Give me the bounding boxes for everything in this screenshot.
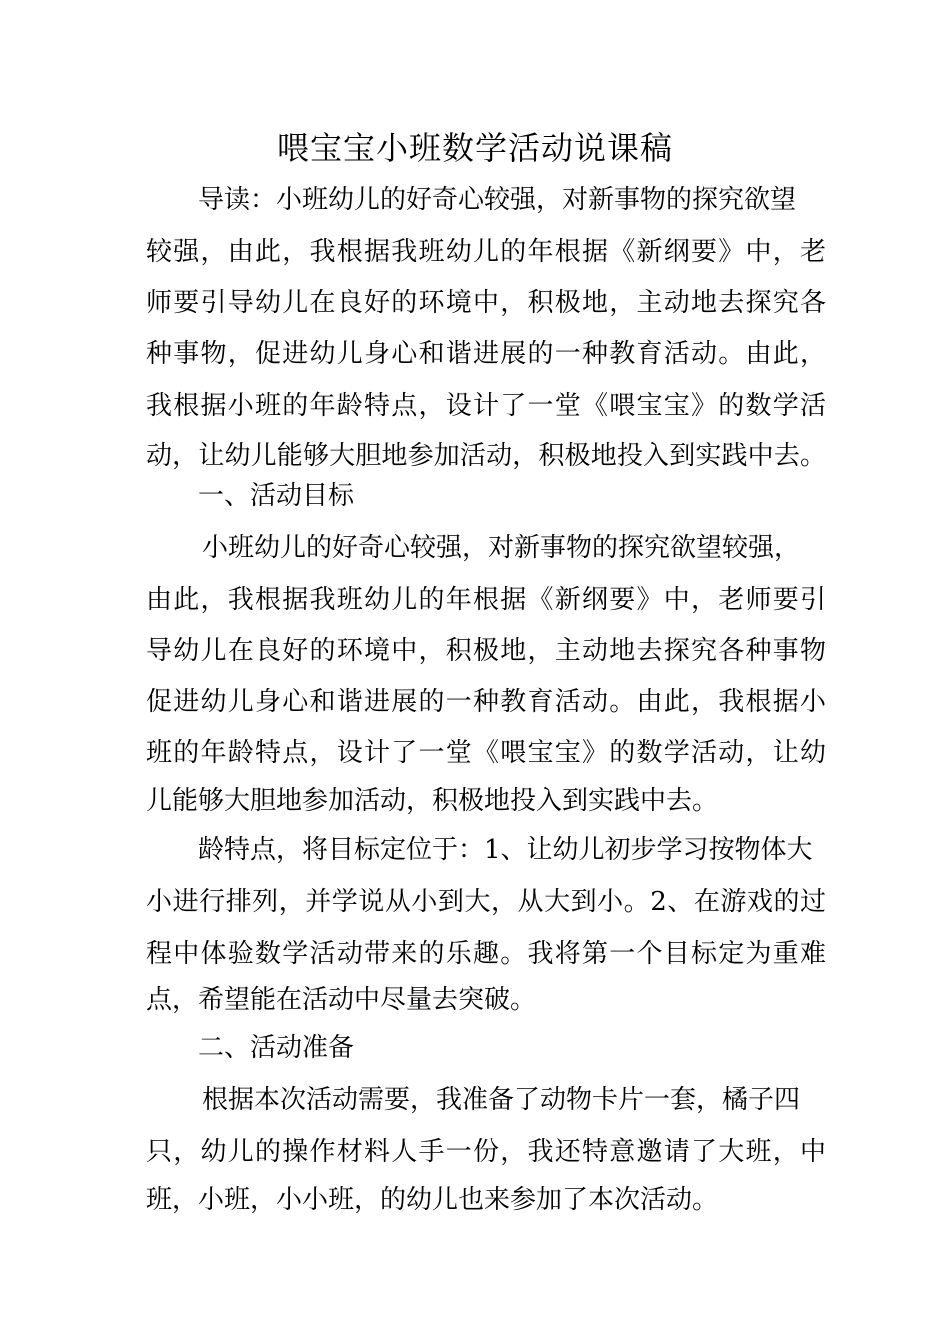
paragraph-line: 点，希望能在活动中尽量去突破。 — [146, 985, 537, 1015]
paragraph-line: 儿能够大胆地参加活动，积极地投入到实践中去。 — [146, 786, 719, 816]
paragraph-line: 程中体验数学活动带来的乐趣。我将第一个目标定为重难 — [146, 939, 826, 969]
paragraph-line: 动，让幼儿能够大胆地参加活动，积极地投入到实践中去。 — [146, 441, 826, 471]
document-title: 喂宝宝小班数学活动说课稿 — [276, 129, 673, 167]
paragraph-line: 导幼儿在良好的环境中，积极地，主动地去探究各种事物 — [146, 636, 826, 666]
paragraph-line: 我根据小班的年龄特点，设计了一堂《喂宝宝》的数学活 — [146, 391, 826, 421]
paragraph-line: 根据本次活动需要，我准备了动物卡片一套，橘子四 — [202, 1085, 801, 1115]
paragraph-line: 只，幼儿的操作材料人手一份，我还特意邀请了大班，中 — [146, 1137, 826, 1167]
paragraph-line: 小班幼儿的好奇心较强，对新事物的探究欲望较强， — [202, 533, 801, 563]
paragraph-line: 师要引导幼儿在良好的环境中，积极地，主动地去探究各 — [146, 288, 826, 318]
paragraph-line: 种事物，促进幼儿身心和谐进展的一种教育活动。由此， — [146, 339, 826, 369]
section-heading: 二、活动准备 — [198, 1033, 355, 1063]
paragraph-line: 龄特点，将目标定位于：1、让幼儿初步学习按物体大 — [198, 835, 813, 865]
paragraph-line: 促进幼儿身心和谐进展的一种教育活动。由此，我根据小 — [146, 687, 826, 717]
paragraph-line: 较强，由此，我根据我班幼儿的年根据《新纲要》中，老 — [146, 237, 826, 267]
paragraph-line: 由此，我根据我班幼儿的年根据《新纲要》中，老师要引 — [146, 585, 826, 615]
paragraph-line: 班的年龄特点，设计了一堂《喂宝宝》的数学活动，让幼 — [146, 738, 826, 768]
paragraph-line: 导读：小班幼儿的好奇心较强，对新事物的探究欲望 — [198, 185, 797, 215]
paragraph-line: 班，小班，小小班，的幼儿也来参加了本次活动。 — [146, 1185, 719, 1215]
section-heading: 一、活动目标 — [198, 481, 355, 511]
paragraph-line: 小进行排列，并学说从小到大，从大到小。2、在游戏的过 — [146, 887, 826, 917]
